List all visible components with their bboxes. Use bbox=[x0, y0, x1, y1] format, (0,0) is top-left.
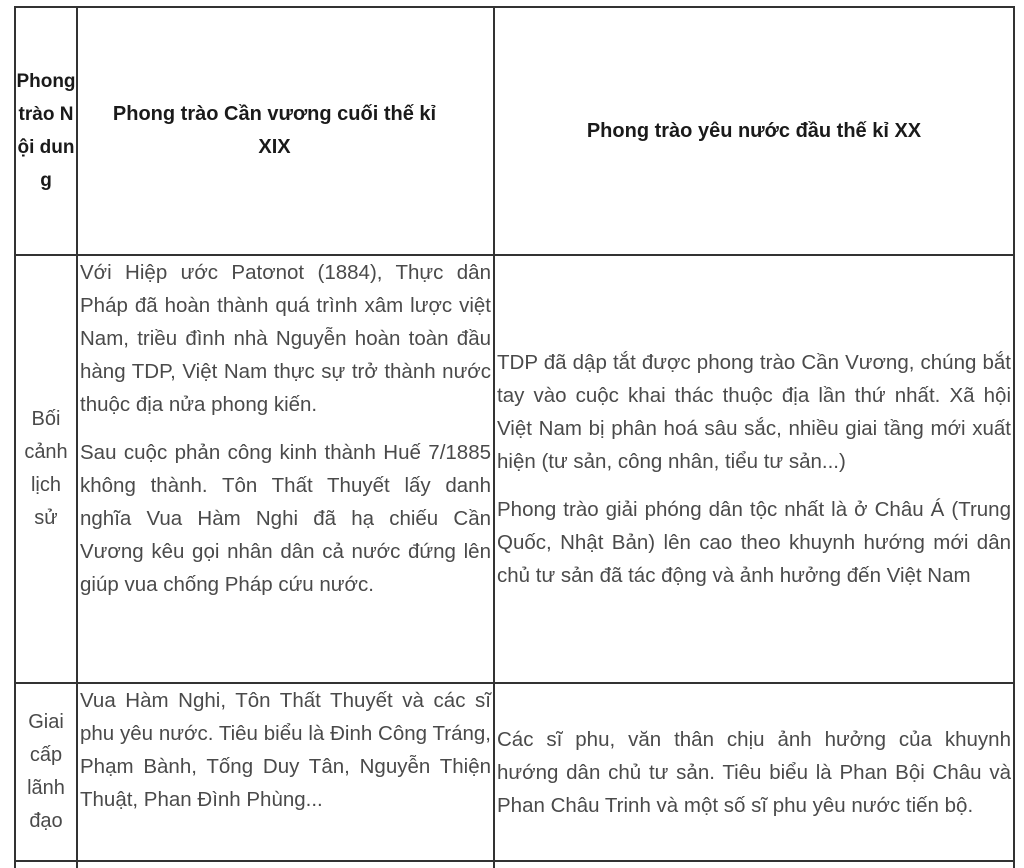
table-cell-empty bbox=[77, 861, 494, 868]
table-header-row bbox=[15, 7, 1014, 255]
corner-header-top: Phong trào bbox=[16, 71, 76, 125]
table-cell bbox=[494, 255, 1014, 683]
table-row bbox=[15, 255, 1014, 683]
cell-paragraph: Phong trào giải phóng dân tộc nhất là ở Châu Á (Trung Quốc, Nhật Bản) lên cao theo khuynh hướng mới dân chủ tư sản đã tác động và ảnh hưởng đến Việt Nam bbox=[497, 498, 1011, 587]
corner-header-bottom: Nội dung bbox=[17, 104, 75, 191]
comparison-table bbox=[14, 6, 1015, 868]
table-cell-empty bbox=[15, 861, 77, 868]
corner-header-cell bbox=[15, 7, 77, 255]
cell-paragraph: Vua Hàm Nghi, Tôn Thất Thuyết và các sĩ phu yêu nước. Tiêu biểu là Đinh Công Tráng, Phạm Bành, Tống Duy Tân, Nguyễn Thiện Thuật, Phan Đình Phùng... bbox=[80, 689, 491, 811]
row-header-historical-context: Bối cảnh lịch sử bbox=[15, 255, 77, 683]
table-cell-empty bbox=[494, 861, 1014, 868]
cell-paragraph: TDP đã dập tắt được phong trào Cần Vương, chúng bắt tay vào cuộc khai thác thuộc địa lần thứ nhất. Xã hội Việt Nam bị phân hoá sâu sắc, nhiều giai tầng mới xuất hiện (tư sản, công nhân, tiểu tư sản...) bbox=[497, 351, 1011, 473]
table-row bbox=[15, 683, 1014, 861]
table-cell bbox=[77, 255, 494, 683]
table-row-partial bbox=[15, 861, 1014, 868]
row-header-leading-class: Giai cấp lãnh đạo bbox=[15, 683, 77, 861]
table-cell bbox=[494, 683, 1014, 861]
cell-paragraph: Sau cuộc phản công kinh thành Huế 7/1885 không thành. Tôn Thất Thuyết lấy danh nghĩa Vua Hàm Nghi đã hạ chiếu Cần Vương kêu gọi nhân dân cả nước đứng lên giúp vua chống Pháp cứu nước. bbox=[80, 441, 491, 596]
column-header-early-20th: Phong trào yêu nước đầu thế kỉ XX bbox=[494, 7, 1014, 255]
table-cell bbox=[77, 683, 494, 861]
column-header-can-vuong: Phong trào Cần vương cuối thế kỉ XIX bbox=[77, 7, 494, 255]
cell-paragraph: Các sĩ phu, văn thân chịu ảnh hưởng của khuynh hướng dân chủ tư sản. Tiêu biểu là Phan Bội Châu và Phan Châu Trinh và một số sĩ phu yêu nước tiến bộ. bbox=[497, 727, 1011, 817]
cell-paragraph: Với Hiệp ước Patơnot (1884), Thực dân Pháp đã hoàn thành quá trình xâm lược việt Nam, triều đình nhà Nguyễn hoàn toàn đầu hàng TDP, Việt Nam thực sự trở thành nước thuộc địa nửa phong kiến. bbox=[80, 261, 491, 416]
